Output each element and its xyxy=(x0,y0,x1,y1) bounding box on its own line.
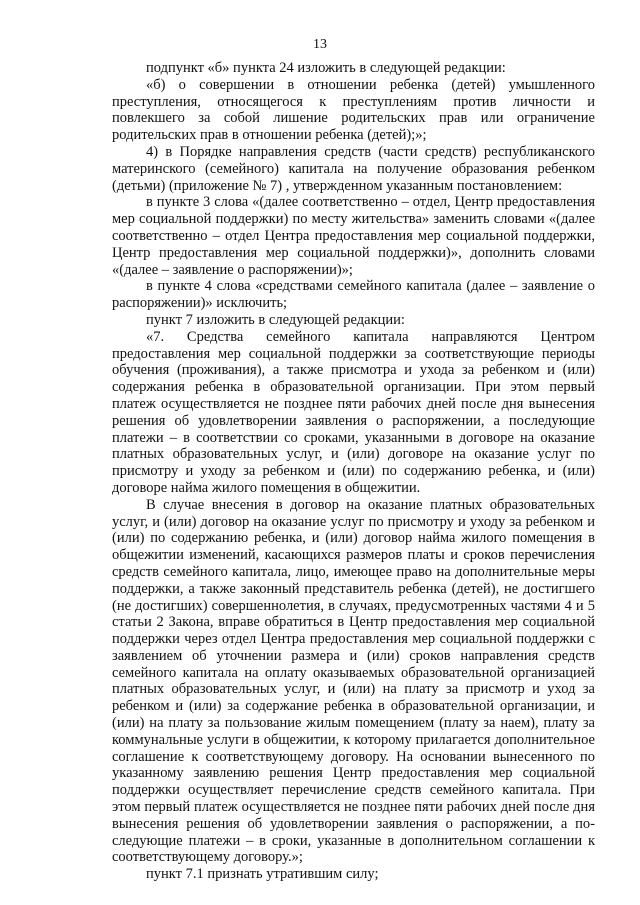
page-number: 13 xyxy=(313,37,327,52)
paragraph-item-4-procedure: 4) в Порядке направления средств (части средств) республиканского материнского (семейного) капитала на получение образования ребенком (детьми) (приложение № 7) , утвержденном указанным постановлением: xyxy=(112,143,595,194)
paragraph-point-3-amendment: в пункте 3 слова «(далее соответственно – отдел, Центр предоставления мер социальной поддержки) по месту жительства» заменить словами «(далее соответственно – отдел Центра предоставления мер социальной поддержки, Центр предоставления мер социальной поддержки)», дополнить словами «(далее – заявление о распоряжении)»; xyxy=(112,194,595,278)
paragraph-subpoint-b-text: «б) о совершении в отношении ребенка (детей) умышленного преступления, относящегося к преступлениям против личности и повлекшего за собой лишение родительских прав или ограничение родительских прав в отношении ребенка (детей);»; xyxy=(112,76,595,144)
paragraph-subpoint-b-intro: подпункт «б» пункта 24 изложить в следующей редакции: xyxy=(146,60,506,76)
paragraph-point-7-text: «7. Средства семейного капитала направляются Центром предоставления мер социальной поддержки за соответствующие периоды обучения (проживания), а также присмотра и ухода за ребенком и (или) содержания ребенка в образовательной организации. При этом первый платеж осуществляется не позднее пяти рабочих дней после дня вынесения решения об удовлетворении заявления о распоряжении, а последующие платежи – в соответствии со сроками, указанными в договоре на оказание платных образовательных услуг, и (или) договоре на оказание услуг по присмотру и уходу за ребенком и (или) по содержанию ребенка, и (или) договоре найма жилого помещения в общежитии. xyxy=(112,328,595,496)
paragraph-contract-changes: В случае внесения в договор на оказание платных образовательных услуг, и (или) договор на оказание услуг по присмотру и уходу за ребенком и (или) по содержанию ребенка, и (или) договор найма жилого помещения в общежитии изменений, касающихся размеров платы и сроков перечисления средств семейного капитала, лицо, имеющее право на дополнительные меры поддержки, а также законный представитель ребенка (детей), не достигшего (не достигших) совершеннолетия, в случаях, предусмотренных частями 4 и 5 статьи 2 Закона, вправе обратиться в Центр предоставления мер социальной поддержки через отдел Центра предоставления мер социальной поддержки с заявлением об уточнении размера и (или) сроков направления средств семейного капитала на оплату оказываемых образовательной организацией платных образовательных услуг, и (или) на плату за присмотр и уход за ребенком и (или) за содержание ребенка в образовательной организации, и (или) на плату за пользование жилым помещением (плату за наем), плату за коммунальные услуги в общежитии, к которому прилагается дополнительное соглашение к соответствующему договору. На основании вынесенного по указанному заявлению решения Центр предоставления мер социальной поддержки осуществляет перечисление средств семейного капитала. При этом первый платеж осуществляется не позднее пяти рабочих дней после дня вынесения решения об удовлетворении заявления о распоряжении, а последующие платежи – в сроки, указанные в дополнительном соглашении к соответствующему договору.»; xyxy=(112,496,595,866)
paragraph-point-7-1-repeal: пункт 7.1 признать утратившим силу; xyxy=(146,866,379,883)
paragraph-point-7-intro: пункт 7 изложить в следующей редакции: xyxy=(146,311,405,328)
paragraph-point-4-amendment: в пункте 4 слова «средствами семейного капитала (далее – заявление о распоряжении)» исключить; xyxy=(112,278,595,312)
document-body xyxy=(112,60,595,883)
